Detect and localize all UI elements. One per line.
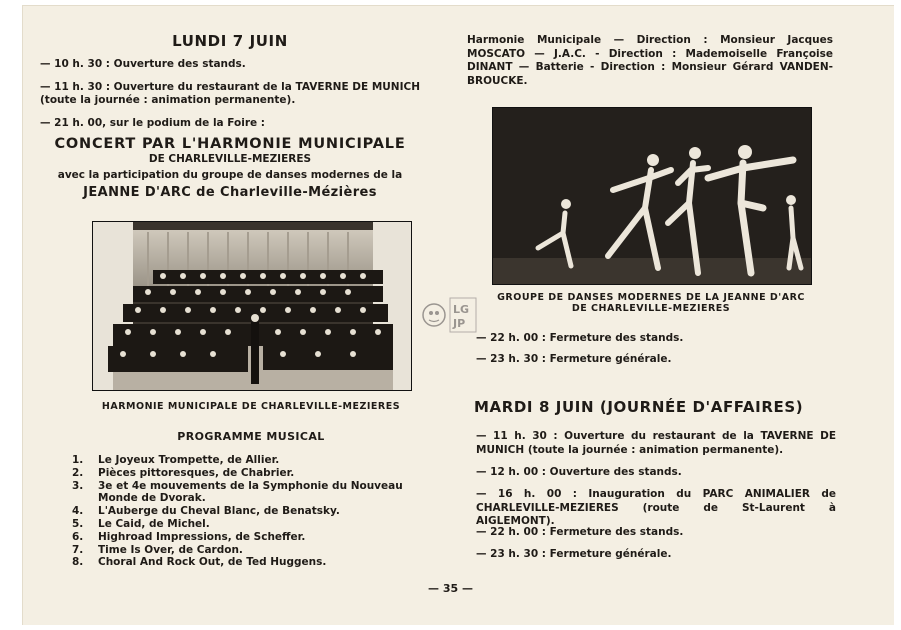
programme-item: 8. Choral And Rock Out, de Ted Huggens. [72, 556, 327, 569]
orchestra-caption: HARMONIE MUNICIPALE DE CHARLEVILLE-MEZIERES [101, 401, 401, 412]
schedule-item: — 23 h. 30 : Fermeture générale. [476, 353, 672, 365]
programme-item: 6. Highroad Impressions, de Scheffer. [72, 530, 306, 543]
programme-list [72, 454, 442, 569]
svg-text:LG: LG [453, 303, 470, 316]
watermark-logo [420, 295, 480, 335]
programme-item: 2. Pièces pittoresques, de Chabrier. [72, 466, 295, 479]
programme-item: 4. L'Auberge du Cheval Blanc, de Benatsky. [72, 505, 340, 518]
page-number: — 35 — [428, 582, 473, 595]
concert-guest: JEANNE D'ARC de Charleville-Mézières [83, 185, 377, 200]
svg-text:JP: JP [453, 317, 466, 330]
programme-item: 7. Time Is Over, de Cardon. [72, 543, 243, 556]
concert-participation: avec la participation du groupe de danses modernes de la [57, 168, 403, 181]
schedule-item: — 23 h. 30 : Fermeture générale. [476, 548, 672, 560]
dancers-photo [492, 107, 812, 285]
direction-credits: Harmonie Municipale — Direction : Monsieur Jacques MOSCATO — J.A.C. - Direction : Mademoiselle Françoise DINANT — Batterie - Direction : Monsieur Gérard VANDEN-BROUCKE. [467, 34, 833, 87]
orchestra-photo [92, 221, 412, 391]
left-column [40, 32, 420, 200]
schedule-item: — 16 h. 00 : Inauguration du PARC ANIMALIER de CHARLEVILLE-MEZIERES (route de St-Laurent à AIGLEMONT). [476, 488, 836, 527]
concert-subtitle: DE CHARLEVILLE-MEZIERES [148, 153, 312, 165]
day-heading-lundi: LUNDI 7 JUIN [172, 32, 288, 50]
programme-item: 1. Le Joyeux Trompette, de Allier. [72, 454, 280, 466]
dancers-caption-line-2: DE CHARLEVILLE-MEZIERES [571, 303, 731, 314]
schedule-item: — 22 h. 00 : Fermeture des stands. [476, 332, 684, 344]
schedule-item: — 10 h. 30 : Ouverture des stands. [40, 58, 246, 70]
concert-heading: CONCERT PAR L'HARMONIE MUNICIPALE [54, 136, 406, 152]
schedule-item: — 12 h. 00 : Ouverture des stands. [476, 466, 682, 478]
dancers-caption-line-1: GROUPE DE DANSES MODERNES DE LA JEANNE D'ARC [497, 292, 805, 303]
schedule-item: — 11 h. 30 : Ouverture du restaurant de la TAVERNE DE MUNICH (toute la journée : animation permanente). [476, 430, 836, 456]
day-heading-mardi: MARDI 8 JUIN (JOURNÉE D'AFFAIRES) [474, 398, 804, 416]
programme-item: 5. Le Caid, de Michel. [72, 517, 210, 530]
programme-heading: PROGRAMME MUSICAL [177, 430, 325, 443]
schedule-item: — 22 h. 00 : Fermeture des stands. [476, 526, 684, 538]
schedule-item: — 21 h. 00, sur le podium de la Foire : [40, 116, 265, 129]
programme-item: 3. 3e et 4e mouvements de la Symphonie du Nouveau Monde de Dvorak. [72, 479, 403, 505]
schedule-item: — 11 h. 30 : Ouverture du restaurant de la TAVERNE DE MUNICH (toute la journée : animation permanente). [40, 80, 420, 106]
